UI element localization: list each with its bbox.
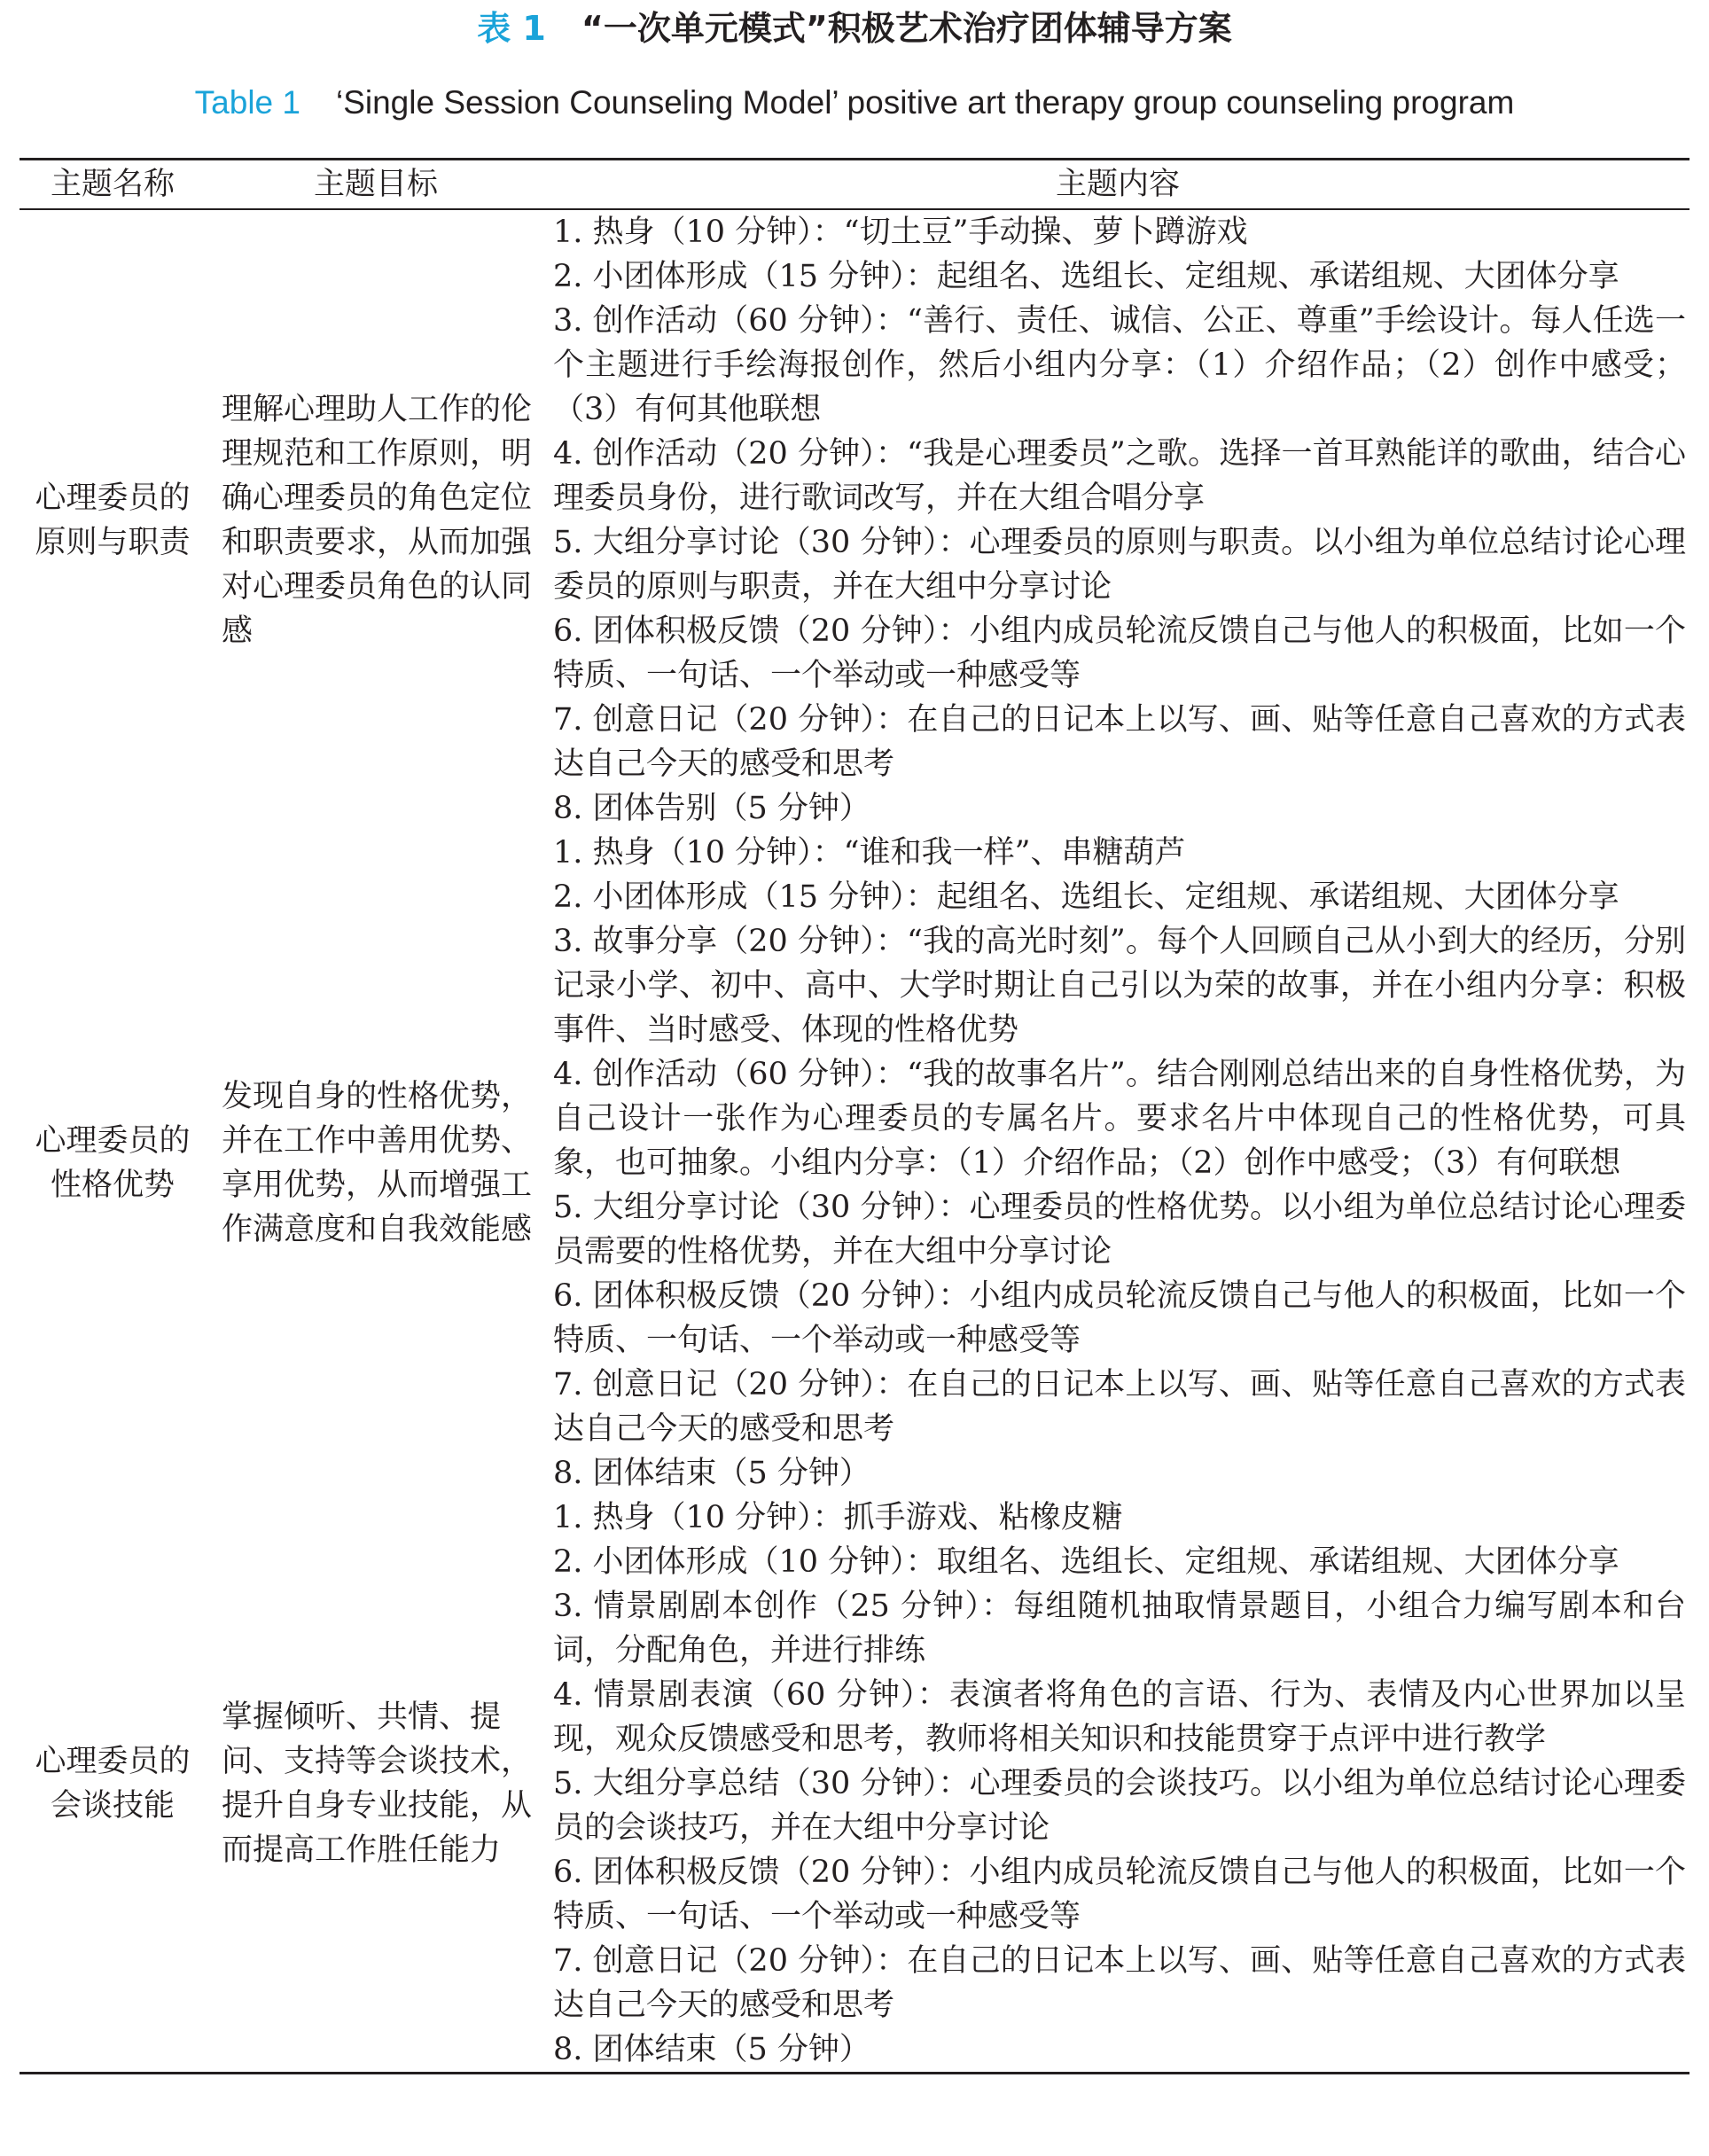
theme-name-cell [20, 209, 206, 831]
content-item: 2. 小团体形成（15 分钟）：起组名、选组长、定组规、承诺组规、大团体分享 [553, 879, 1619, 915]
content-item: 4. 创作活动（60 分钟）：“我的故事名片”。结合刚刚总结出来的自身性格优势，为自己设计一张作为心理委员的专属名片。要求名片中体现自己的性格优势，可具象，也可抽象。小组内分享：（1）介绍作品；（2）创作中感受；（3）有何联想 [553, 1057, 1686, 1181]
header-theme-goal: 主题目标 [313, 167, 438, 202]
content-item: 1. 热身（10 分钟）：“切土豆”手动操、萝卜蹲游戏 [553, 215, 1248, 250]
theme-name: 心理委员的原则与职责 [35, 480, 191, 560]
theme-name: 心理委员的性格优势 [35, 1123, 191, 1203]
content-item: 1. 热身（10 分钟）：抓手游戏、粘橡皮糖 [553, 1500, 1123, 1535]
theme-content-cell [546, 831, 1689, 1496]
table-body [20, 209, 1689, 2074]
content-item: 3. 创作活动（60 分钟）：“善行、责任、诚信、公正、尊重”手绘设计。每人任选一个主题进行手绘海报创作，然后小组内分享：（1）介绍作品；（2）创作中感受；（3）有何其他联想 [553, 303, 1686, 427]
caption-chinese-title: “一次单元模式”积极艺术治疗团体辅导方案 [581, 9, 1232, 48]
content-item: 8. 团体结束（5 分钟） [553, 2032, 870, 2067]
content-item: 8. 团体告别（5 分钟） [553, 791, 870, 826]
content-item: 5. 大组分享讨论（30 分钟）：心理委员的性格优势。以小组为单位总结讨论心理委员需要的性格优势，并在大组中分享讨论 [553, 1190, 1686, 1269]
table-header [20, 160, 1689, 210]
header-theme-name: 主题名称 [50, 167, 175, 202]
caption-english-label: Table 1 [194, 84, 300, 121]
program-table [20, 158, 1689, 2074]
table-row [20, 1496, 1689, 2074]
theme-goal: 掌握倾听、共情、提问、支持等会谈技术，提升自身专业技能，从而提高工作胜任能力 [222, 1699, 533, 1868]
content-item: 2. 小团体形成（15 分钟）：起组名、选组长、定组规、承诺组规、大团体分享 [553, 259, 1619, 294]
header-theme-content: 主题内容 [1055, 167, 1180, 202]
content-item: 7. 创意日记（20 分钟）：在自己的日记本上以写、画、贴等任意自己喜欢的方式表达自己今天的感受和思考 [553, 702, 1686, 782]
content-item: 8. 团体结束（5 分钟） [553, 1456, 870, 1491]
theme-name-cell [20, 831, 206, 1496]
theme-content-cell [546, 209, 1689, 831]
caption-chinese-label: 表 1 [477, 9, 546, 48]
content-item: 6. 团体积极反馈（20 分钟）：小组内成员轮流反馈自己与他人的积极面，比如一个特质、一句话、一个举动或一种感受等 [553, 1855, 1686, 1934]
content-item: 3. 情景剧剧本创作（25 分钟）：每组随机抽取情景题目，小组合力编写剧本和台词，分配角色，并进行排练 [553, 1589, 1686, 1668]
table-row [20, 209, 1689, 831]
theme-content-cell [546, 1496, 1689, 2074]
table-caption [0, 7, 1709, 124]
content-item: 4. 情景剧表演（60 分钟）：表演者将角色的言语、行为、表情及内心世界加以呈现，观众反馈感受和思考，教师将相关知识和技能贯穿于点评中进行教学 [553, 1677, 1686, 1757]
theme-goal-cell [206, 831, 546, 1496]
content-item: 5. 大组分享总结（30 分钟）：心理委员的会谈技巧。以小组为单位总结讨论心理委员的会谈技巧，并在大组中分享讨论 [553, 1766, 1686, 1846]
content-item: 1. 热身（10 分钟）：“谁和我一样”、串糖葫芦 [553, 835, 1186, 871]
theme-name: 心理委员的会谈技能 [35, 1744, 191, 1824]
content-item: 5. 大组分享讨论（30 分钟）：心理委员的原则与职责。以小组为单位总结讨论心理委员的原则与职责，并在大组中分享讨论 [553, 525, 1686, 605]
content-item: 7. 创意日记（20 分钟）：在自己的日记本上以写、画、贴等任意自己喜欢的方式表达自己今天的感受和思考 [553, 1367, 1686, 1447]
theme-goal: 发现自身的性格优势，并在工作中善用优势、享用优势，从而增强工作满意度和自我效能感 [222, 1079, 533, 1247]
table-row [20, 831, 1689, 1496]
caption-english-title: ‘Single Session Counseling Model’ positive art therapy group counseling program [335, 84, 1515, 121]
content-item: 6. 团体积极反馈（20 分钟）：小组内成员轮流反馈自己与他人的积极面，比如一个特质、一句话、一个举动或一种感受等 [553, 613, 1686, 693]
content-item: 7. 创意日记（20 分钟）：在自己的日记本上以写、画、贴等任意自己喜欢的方式表达自己今天的感受和思考 [553, 1943, 1686, 2023]
content-item: 3. 故事分享（20 分钟）：“我的高光时刻”。每个人回顾自己从小到大的经历，分别记录小学、初中、高中、大学时期让自己引以为荣的故事，并在小组内分享：积极事件、当时感受、体现的性格优势 [553, 924, 1686, 1048]
theme-goal-cell [206, 1496, 546, 2074]
content-item: 6. 团体积极反馈（20 分钟）：小组内成员轮流反馈自己与他人的积极面，比如一个特质、一句话、一个举动或一种感受等 [553, 1278, 1686, 1358]
theme-goal-cell [206, 209, 546, 831]
theme-goal: 理解心理助人工作的伦理规范和工作原则，明确心理委员的角色定位和职责要求，从而加强对心理委员角色的认同感 [222, 392, 533, 649]
caption-chinese [0, 7, 1709, 50]
content-item: 4. 创作活动（20 分钟）：“我是心理委员”之歌。选择一首耳熟能详的歌曲，结合心理委员身份，进行歌词改写，并在大组合唱分享 [553, 436, 1686, 516]
caption-english [0, 82, 1709, 124]
theme-name-cell [20, 1496, 206, 2074]
header-row [20, 160, 1689, 210]
content-item: 2. 小团体形成（10 分钟）：取组名、选组长、定组规、承诺组规、大团体分享 [553, 1544, 1619, 1580]
